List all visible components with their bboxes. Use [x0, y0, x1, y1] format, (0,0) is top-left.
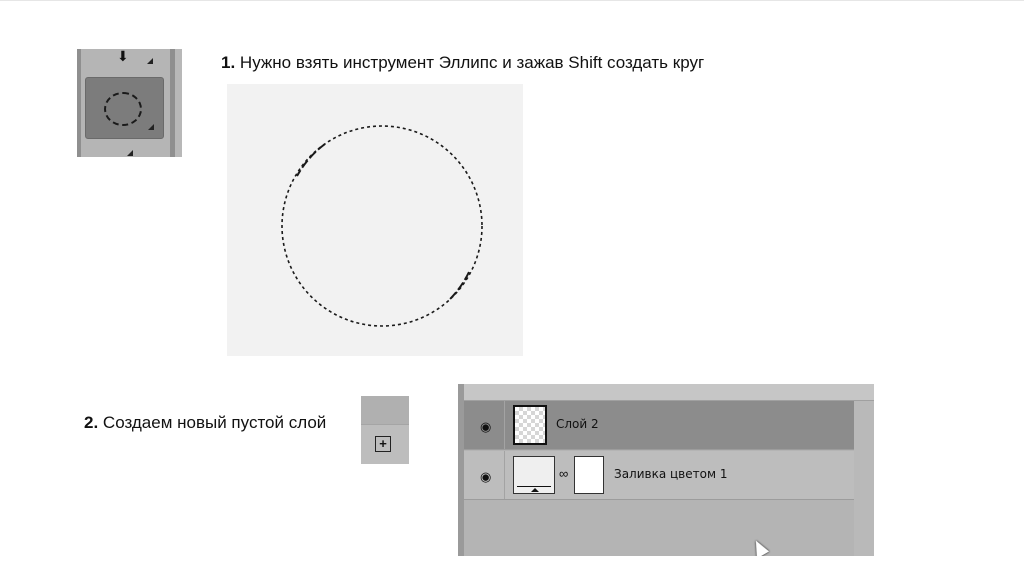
fill-thumbnail-triangle — [531, 488, 539, 492]
visibility-toggle[interactable] — [464, 451, 505, 499]
step-1-text: Нужно взять инструмент Эллипс и зажав Shift создать круг — [235, 53, 705, 72]
tool-flyout-indicator-icon — [148, 124, 154, 130]
visibility-toggle[interactable] — [464, 401, 505, 449]
elliptical-marquee-tool-button[interactable] — [85, 77, 164, 139]
layer-thumbnail-transparent — [513, 405, 547, 445]
mouse-cursor-icon — [749, 538, 769, 556]
layer-name[interactable]: Заливка цветом 1 — [614, 467, 728, 481]
tool-flyout-indicator-icon — [127, 150, 133, 156]
toolbox-fragment — [77, 49, 182, 157]
new-layer-button-fragment — [361, 396, 409, 464]
step-2-text: Создаем новый пустой слой — [98, 413, 327, 432]
step-1-instruction — [221, 53, 704, 73]
document-canvas[interactable] — [227, 84, 523, 356]
step-2-instruction — [84, 413, 326, 433]
step-1-number: 1. — [221, 53, 236, 72]
step-2-number: 2. — [84, 413, 99, 432]
tool-flyout-indicator-icon — [147, 58, 153, 64]
layer-row[interactable] — [464, 451, 854, 500]
panel-footer-strip — [361, 396, 409, 425]
layers-panel — [458, 384, 874, 556]
eye-icon[interactable]: ◉ — [480, 419, 492, 434]
layers-scrollbar[interactable] — [854, 401, 874, 556]
circle-selection — [227, 84, 523, 356]
elliptical-marquee-icon — [104, 92, 142, 126]
layer-row[interactable] — [464, 401, 854, 450]
new-layer-plus-icon[interactable]: + — [375, 436, 391, 452]
fill-layer-thumbnail — [513, 456, 555, 494]
layer-mask-thumbnail[interactable] — [574, 456, 604, 494]
link-chain-icon[interactable]: ∞ — [559, 466, 569, 481]
move-arrow-icon[interactable]: ⬇ — [117, 48, 129, 64]
eye-icon[interactable]: ◉ — [480, 469, 492, 484]
toolbox-edge — [175, 49, 182, 157]
top-divider — [0, 0, 1024, 1]
fill-thumbnail-bar — [517, 486, 551, 487]
layers-panel-options-bar — [464, 384, 874, 401]
selection-outline-segment — [449, 272, 469, 300]
selection-outline-segment — [297, 144, 325, 176]
layer-name[interactable]: Слой 2 — [556, 417, 599, 431]
